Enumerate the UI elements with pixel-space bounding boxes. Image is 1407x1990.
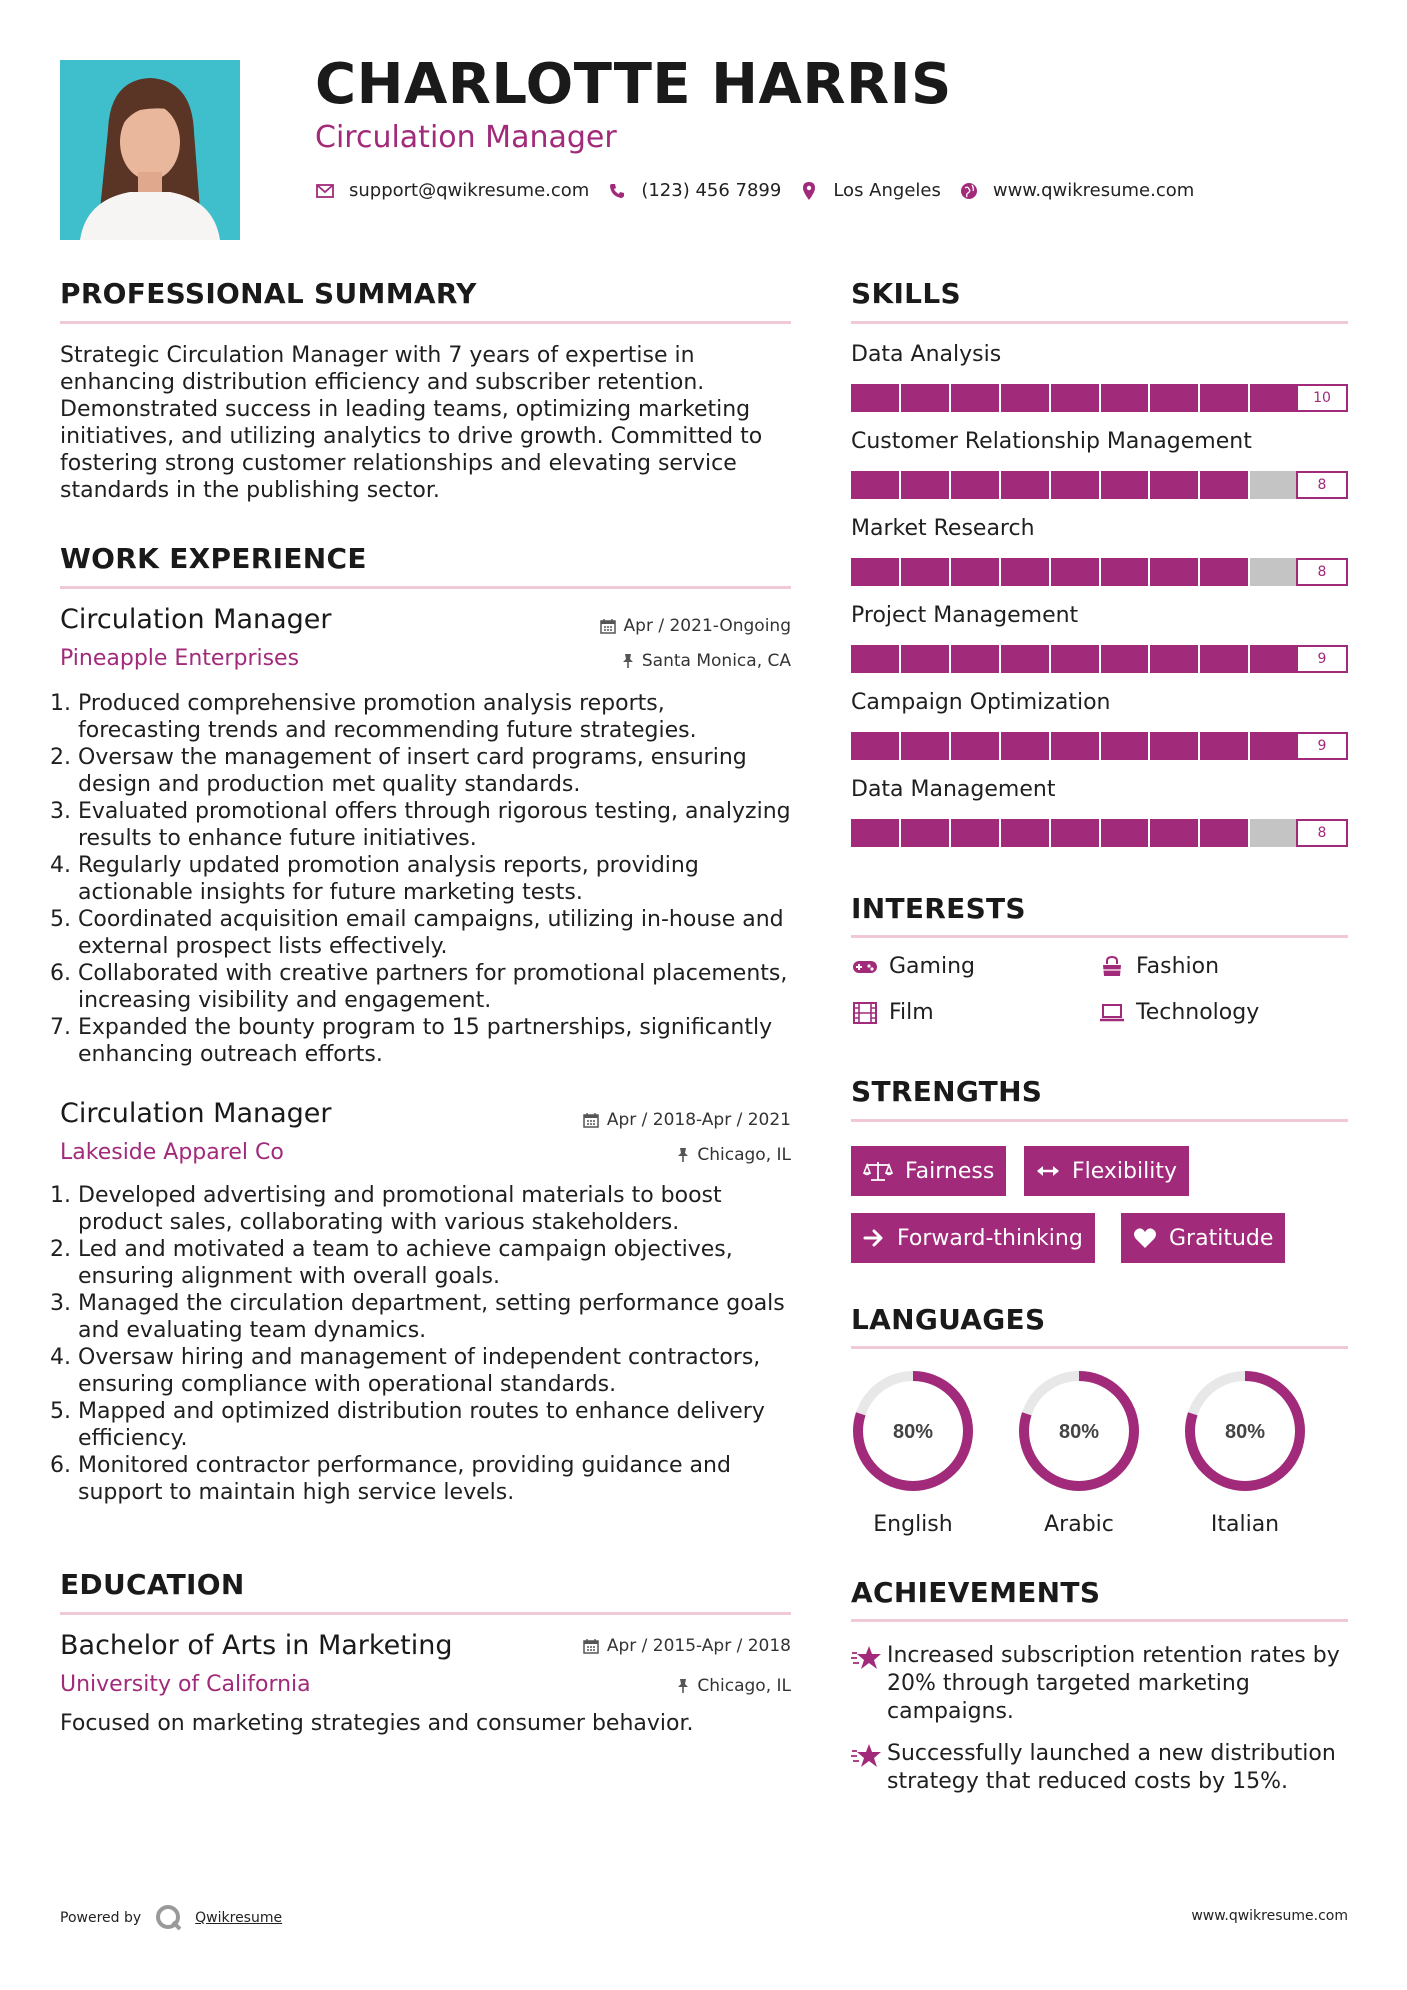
- star-icon: [851, 1742, 887, 1796]
- list-item: 2. Oversaw the management of insert card programs, ensuring design and production met quality standards.: [78, 744, 791, 798]
- school: University of California: [60, 1672, 311, 1697]
- interests-heading: INTERESTS: [851, 892, 1026, 925]
- pushpin-icon: [622, 653, 634, 669]
- calendar-icon: [583, 1638, 599, 1654]
- education-dates: [583, 1636, 791, 1656]
- skill-score: 8: [1296, 819, 1348, 847]
- skill-bar-segment: [1101, 471, 1151, 499]
- skill-bar-segment: [1150, 819, 1200, 847]
- summary-heading: PROFESSIONAL SUMMARY: [60, 277, 477, 310]
- skill-item: [851, 516, 1348, 603]
- phone-icon: [607, 181, 627, 201]
- skill-bar-segment: [1200, 819, 1250, 847]
- website-text: www.qwikresume.com: [992, 180, 1195, 201]
- job-bullets: [60, 1182, 791, 1506]
- strength-label: Gratitude: [1169, 1225, 1274, 1251]
- arrow-right-icon: [863, 1228, 885, 1248]
- interests-rule: [851, 935, 1348, 938]
- envelope-icon: [315, 181, 335, 201]
- calendar-icon: [600, 618, 616, 634]
- skill-bar-segment: [1250, 384, 1300, 412]
- job-title: Circulation Manager: [60, 604, 332, 635]
- skill-bar-segment: [1150, 558, 1200, 586]
- skill-score: 9: [1296, 645, 1348, 673]
- skill-bar: [851, 732, 1348, 760]
- skill-bar-segment: [1150, 732, 1200, 760]
- job-location: [622, 651, 791, 671]
- language-ring: [848, 1366, 978, 1496]
- skill-bar-segment: [901, 732, 951, 760]
- skill-bar-segment: [1001, 558, 1051, 586]
- skill-bar: [851, 471, 1348, 499]
- achievement-text: Successfully launched a new distribution strategy that reduced costs by 15%.: [887, 1741, 1336, 1794]
- skill-bar-segment: [1051, 645, 1101, 673]
- skill-bar-segment: [951, 471, 1001, 499]
- skill-label: Data Analysis: [851, 342, 1002, 367]
- strengths-rule: [851, 1119, 1348, 1122]
- skill-item: [851, 429, 1348, 516]
- education-rule: [60, 1612, 791, 1615]
- job-location-text: Santa Monica, CA: [641, 651, 791, 671]
- list-item: 3. Evaluated promotional offers through rigorous testing, analyzing results to enhance future initiatives.: [78, 798, 791, 852]
- skill-bar-segment: [1200, 645, 1250, 673]
- language-ring: [1014, 1366, 1144, 1496]
- job-entry: [60, 1098, 791, 1506]
- languages-heading: LANGUAGES: [851, 1303, 1046, 1336]
- shopping-bag-icon: [1098, 955, 1126, 979]
- interest-label: Film: [889, 1000, 934, 1025]
- skill-label: Project Management: [851, 603, 1079, 628]
- languages-rule: [851, 1346, 1348, 1349]
- achievements-heading: ACHIEVEMENTS: [851, 1576, 1101, 1609]
- list-item: 5. Mapped and optimized distribution routes to enhance delivery efficiency.: [78, 1398, 791, 1452]
- skill-score: 8: [1296, 558, 1348, 586]
- skill-bar-segment: [901, 819, 951, 847]
- skill-bar-segment: [1150, 384, 1200, 412]
- degree: Bachelor of Arts in Marketing: [60, 1630, 453, 1661]
- skill-item: [851, 690, 1348, 777]
- job-title: Circulation Manager: [60, 1098, 332, 1129]
- job-company: Pineapple Enterprises: [60, 646, 300, 671]
- strength-tag: [1121, 1213, 1285, 1263]
- skill-label: Campaign Optimization: [851, 690, 1111, 715]
- job-dates-text: Apr / 2018-Apr / 2021: [606, 1110, 791, 1130]
- interest-item: [851, 954, 975, 979]
- skill-bar-segment: [851, 732, 901, 760]
- pushpin-icon: [677, 1678, 689, 1694]
- summary-text: Strategic Circulation Manager with 7 years of expertise in enhancing distribution efficiency and subscriber retention. Demonstrated success in leading teams, optimizing marketing initiatives, and utilizing analytics to drive growth. Committed to fostering strong customer relationships and elevating service standards in the publishing sector.: [60, 343, 763, 503]
- strength-label: Forward-thinking: [897, 1225, 1083, 1251]
- skill-bar-segment: [1101, 732, 1151, 760]
- skill-bar-segment: [1051, 819, 1101, 847]
- language-name: Arabic: [1044, 1512, 1114, 1537]
- skill-label: Customer Relationship Management: [851, 429, 1252, 454]
- pushpin-icon: [677, 1147, 689, 1163]
- list-item: 4. Regularly updated promotion analysis reports, providing actionable insights for future marketing tests.: [78, 852, 791, 906]
- skill-bar-segment: [1250, 819, 1300, 847]
- skill-bar: [851, 558, 1348, 586]
- contact-bar: [315, 180, 1212, 201]
- language-name: English: [873, 1512, 953, 1537]
- balance-scale-icon: [863, 1160, 893, 1182]
- job-dates: [583, 1110, 791, 1130]
- language-item: [848, 1366, 978, 1537]
- skill-score: 9: [1296, 732, 1348, 760]
- skill-bar-segment: [1150, 471, 1200, 499]
- language-item: [1014, 1366, 1144, 1537]
- candidate-title: Circulation Manager: [315, 120, 617, 155]
- strength-tag: [851, 1146, 1006, 1196]
- language-percent: 80%: [892, 1421, 934, 1443]
- list-item: 6. Collaborated with creative partners for promotional placements, increasing visibility and engagement.: [78, 960, 791, 1014]
- strength-label: Flexibility: [1072, 1158, 1177, 1184]
- skill-bar-segment: [1200, 384, 1250, 412]
- skill-score: 10: [1296, 384, 1348, 412]
- skill-bar-segment: [951, 819, 1001, 847]
- skill-bar-segment: [951, 732, 1001, 760]
- job-location-text: Chicago, IL: [697, 1145, 791, 1165]
- skills-heading: SKILLS: [851, 277, 961, 310]
- language-item: [1180, 1366, 1310, 1537]
- heart-icon: [1133, 1227, 1157, 1249]
- skill-bar-segment: [1250, 558, 1300, 586]
- language-ring: [1180, 1366, 1310, 1496]
- footer-powered: [60, 1904, 282, 1932]
- phone-text: (123) 456 7899: [641, 180, 782, 201]
- map-pin-icon: [799, 181, 819, 201]
- skill-bar-segment: [1101, 819, 1151, 847]
- education-location: [677, 1676, 791, 1696]
- skill-bar-segment: [1051, 732, 1101, 760]
- achievement-text: Increased subscription retention rates by 20% through targeted marketing campaigns.: [887, 1643, 1340, 1724]
- strength-tag: [851, 1213, 1095, 1263]
- skill-bar-segment: [1101, 384, 1151, 412]
- skill-item: [851, 603, 1348, 690]
- skill-bar-segment: [851, 558, 901, 586]
- qwikresume-logo: [155, 1904, 183, 1932]
- strength-label: Fairness: [905, 1158, 995, 1184]
- interest-item: [1098, 1000, 1259, 1025]
- gamepad-icon: [851, 955, 879, 979]
- experience-rule: [60, 586, 791, 589]
- skill-bar-segment: [851, 384, 901, 412]
- skill-bar-segment: [1101, 645, 1151, 673]
- skill-bar-segment: [1001, 645, 1051, 673]
- list-item: 4. Oversaw hiring and management of independent contractors, ensuring compliance with operational standards.: [78, 1344, 791, 1398]
- language-percent: 80%: [1224, 1421, 1266, 1443]
- job-location: [677, 1145, 791, 1165]
- skills-rule: [851, 321, 1348, 324]
- interest-label: Gaming: [889, 954, 975, 979]
- skills-list: [851, 342, 1348, 864]
- skill-label: Data Management: [851, 777, 1056, 802]
- achievements-rule: [851, 1619, 1348, 1622]
- skill-bar: [851, 384, 1348, 412]
- achievement-item: [851, 1642, 1348, 1726]
- education-description: Focused on marketing strategies and consumer behavior.: [60, 1711, 694, 1736]
- skill-score: 8: [1296, 471, 1348, 499]
- interest-label: Fashion: [1136, 954, 1220, 979]
- skill-bar-segment: [1001, 819, 1051, 847]
- skill-bar-segment: [1051, 384, 1101, 412]
- experience-heading: WORK EXPERIENCE: [60, 542, 367, 575]
- education-heading: EDUCATION: [60, 1568, 245, 1601]
- star-icon: [851, 1644, 887, 1726]
- achievement-item: [851, 1740, 1348, 1796]
- language-name: Italian: [1210, 1512, 1280, 1537]
- summary-rule: [60, 321, 791, 324]
- strengths-heading: STRENGTHS: [851, 1075, 1043, 1108]
- skill-bar-segment: [901, 558, 951, 586]
- skill-item: [851, 777, 1348, 864]
- skill-bar-segment: [1101, 558, 1151, 586]
- calendar-icon: [583, 1112, 599, 1128]
- education-location-text: Chicago, IL: [697, 1676, 791, 1696]
- list-item: 3. Managed the circulation department, setting performance goals and evaluating team dynamics.: [78, 1290, 791, 1344]
- candidate-name: CHARLOTTE HARRIS: [315, 52, 952, 117]
- list-item: 7. Expanded the bounty program to 15 partnerships, significantly enhancing outreach efforts.: [78, 1014, 791, 1068]
- skill-bar-segment: [901, 384, 951, 412]
- job-dates-text: Apr / 2021-Ongoing: [623, 616, 791, 636]
- education-dates-text: Apr / 2015-Apr / 2018: [606, 1636, 791, 1656]
- skill-bar-segment: [1001, 471, 1051, 499]
- skill-bar-segment: [901, 471, 951, 499]
- education-entry: [60, 1630, 791, 1740]
- skill-bar-segment: [1051, 471, 1101, 499]
- skill-bar-segment: [851, 819, 901, 847]
- job-dates: [600, 616, 791, 636]
- laptop-icon: [1098, 1001, 1126, 1025]
- skill-bar-segment: [851, 471, 901, 499]
- list-item: 1. Produced comprehensive promotion analysis reports, forecasting trends and recommending future strategies.: [78, 690, 791, 744]
- contact-email[interactable]: [315, 180, 589, 201]
- skill-bar-segment: [1051, 558, 1101, 586]
- skill-bar-segment: [951, 384, 1001, 412]
- skill-bar-segment: [951, 645, 1001, 673]
- globe-icon: [959, 181, 979, 201]
- powered-by-label: Powered by: [60, 1910, 142, 1926]
- interest-item: [1098, 954, 1219, 979]
- language-percent: 80%: [1058, 1421, 1100, 1443]
- email-text: support@qwikresume.com: [349, 180, 590, 201]
- footer-site-link[interactable]: www.qwikresume.com: [1191, 1908, 1348, 1924]
- skill-bar-segment: [951, 558, 1001, 586]
- skill-bar-segment: [1200, 558, 1250, 586]
- job-company: Lakeside Apparel Co: [60, 1140, 284, 1165]
- job-bullets: [60, 690, 791, 1068]
- skill-bar-segment: [1200, 732, 1250, 760]
- skill-bar-segment: [1250, 732, 1300, 760]
- skill-bar-segment: [851, 645, 901, 673]
- skill-bar-segment: [1200, 471, 1250, 499]
- contact-location: [799, 180, 941, 201]
- contact-website[interactable]: [959, 180, 1194, 201]
- skill-bar-segment: [1001, 732, 1051, 760]
- interest-label: Technology: [1136, 1000, 1260, 1025]
- skill-bar: [851, 819, 1348, 847]
- skill-bar-segment: [1150, 645, 1200, 673]
- list-item: 1. Developed advertising and promotional materials to boost product sales, collaborating with various stakeholders.: [78, 1182, 791, 1236]
- list-item: 5. Coordinated acquisition email campaigns, utilizing in-house and external prospect lists effectively.: [78, 906, 791, 960]
- skill-bar-segment: [1250, 645, 1300, 673]
- job-entry: [60, 604, 791, 1068]
- skill-item: [851, 342, 1348, 429]
- list-item: 6. Monitored contractor performance, providing guidance and support to maintain high service levels.: [78, 1452, 791, 1506]
- film-icon: [851, 1001, 879, 1025]
- brand-link[interactable]: Qwikresume: [195, 1910, 283, 1926]
- strength-tag: [1024, 1146, 1189, 1196]
- contact-phone[interactable]: [607, 180, 781, 201]
- skill-bar-segment: [1001, 384, 1051, 412]
- arrows-horizontal-icon: [1036, 1164, 1060, 1178]
- list-item: 2. Led and motivated a team to achieve campaign objectives, ensuring alignment with overall goals.: [78, 1236, 791, 1290]
- interest-item: [851, 1000, 934, 1025]
- skill-bar-segment: [1250, 471, 1300, 499]
- skill-bar: [851, 645, 1348, 673]
- skill-bar-segment: [901, 645, 951, 673]
- profile-photo: [60, 60, 240, 240]
- skill-label: Market Research: [851, 516, 1035, 541]
- location-text: Los Angeles: [833, 180, 941, 201]
